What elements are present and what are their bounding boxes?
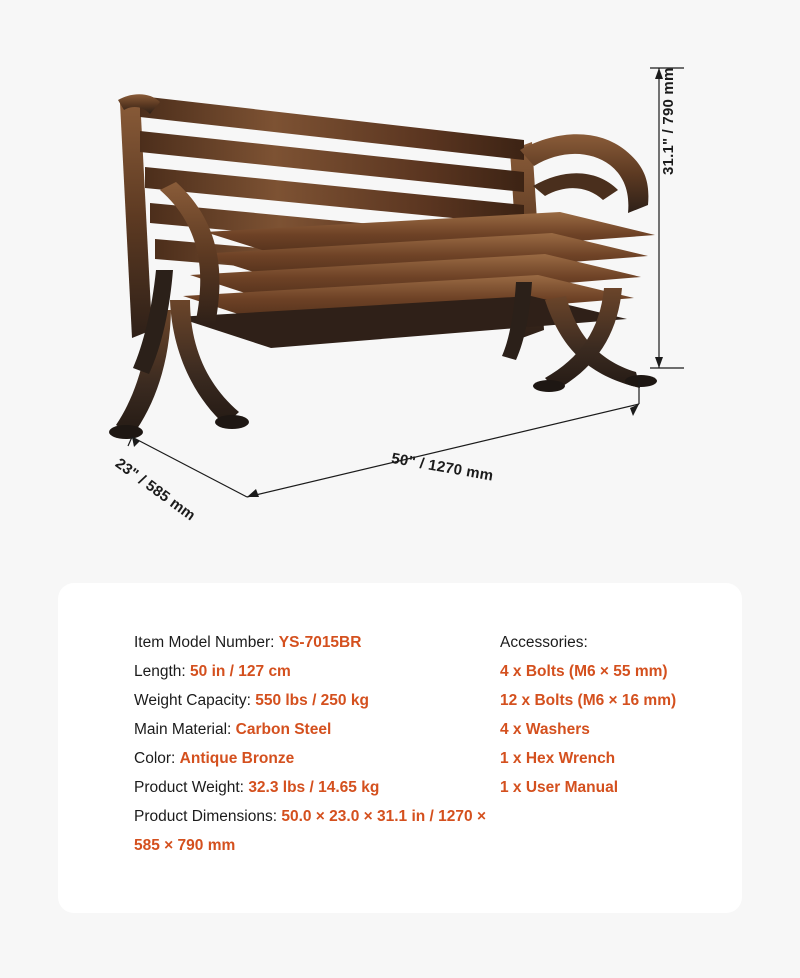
accessory-item: 4 x Bolts (M6 × 55 mm) <box>500 663 668 680</box>
accessories-list <box>492 628 712 893</box>
accessory-item: 4 x Washers <box>500 721 590 738</box>
specification-card <box>58 583 742 913</box>
spec-value: 50 in / 127 cm <box>190 663 291 680</box>
accessory-item: 12 x Bolts (M6 × 16 mm) <box>500 692 677 709</box>
accessory-item: 1 x Hex Wrench <box>500 750 616 767</box>
spec-row <box>134 773 492 802</box>
spec-row <box>134 628 492 657</box>
spec-row <box>134 715 492 744</box>
spec-label: Product Weight: <box>134 779 244 796</box>
spec-row <box>134 802 492 860</box>
spec-value: Antique Bronze <box>179 750 295 767</box>
spec-label: Main Material: <box>134 721 232 738</box>
spec-value: 550 lbs / 250 kg <box>255 692 369 709</box>
bench-seat <box>176 212 655 348</box>
spec-value: 50.0 × 23.0 × 31.1 in / 1270 × 585 × 790 mm <box>134 808 486 854</box>
dimension-label-width: 50" / 1270 mm <box>390 450 495 485</box>
accessory-item: 1 x User Manual <box>500 779 619 796</box>
spec-row <box>134 744 492 773</box>
spec-value: 32.3 lbs / 14.65 kg <box>248 779 380 796</box>
spec-label: Weight Capacity: <box>134 692 251 709</box>
spec-label: Product Dimensions: <box>134 808 278 825</box>
dimension-label-height: 31.1" / 790 mm <box>660 67 677 175</box>
spec-label: Item Model Number: <box>134 634 275 651</box>
spec-row <box>134 686 492 715</box>
accessories-title: Accessories: <box>500 634 588 651</box>
spec-value: YS-7015BR <box>278 634 362 651</box>
spec-value: Carbon Steel <box>235 721 332 738</box>
spec-label: Length: <box>134 663 186 680</box>
spec-row <box>134 657 492 686</box>
spec-label: Color: <box>134 750 176 767</box>
dimension-label-depth: 23" / 585 mm <box>112 455 199 525</box>
specification-list <box>134 628 492 893</box>
